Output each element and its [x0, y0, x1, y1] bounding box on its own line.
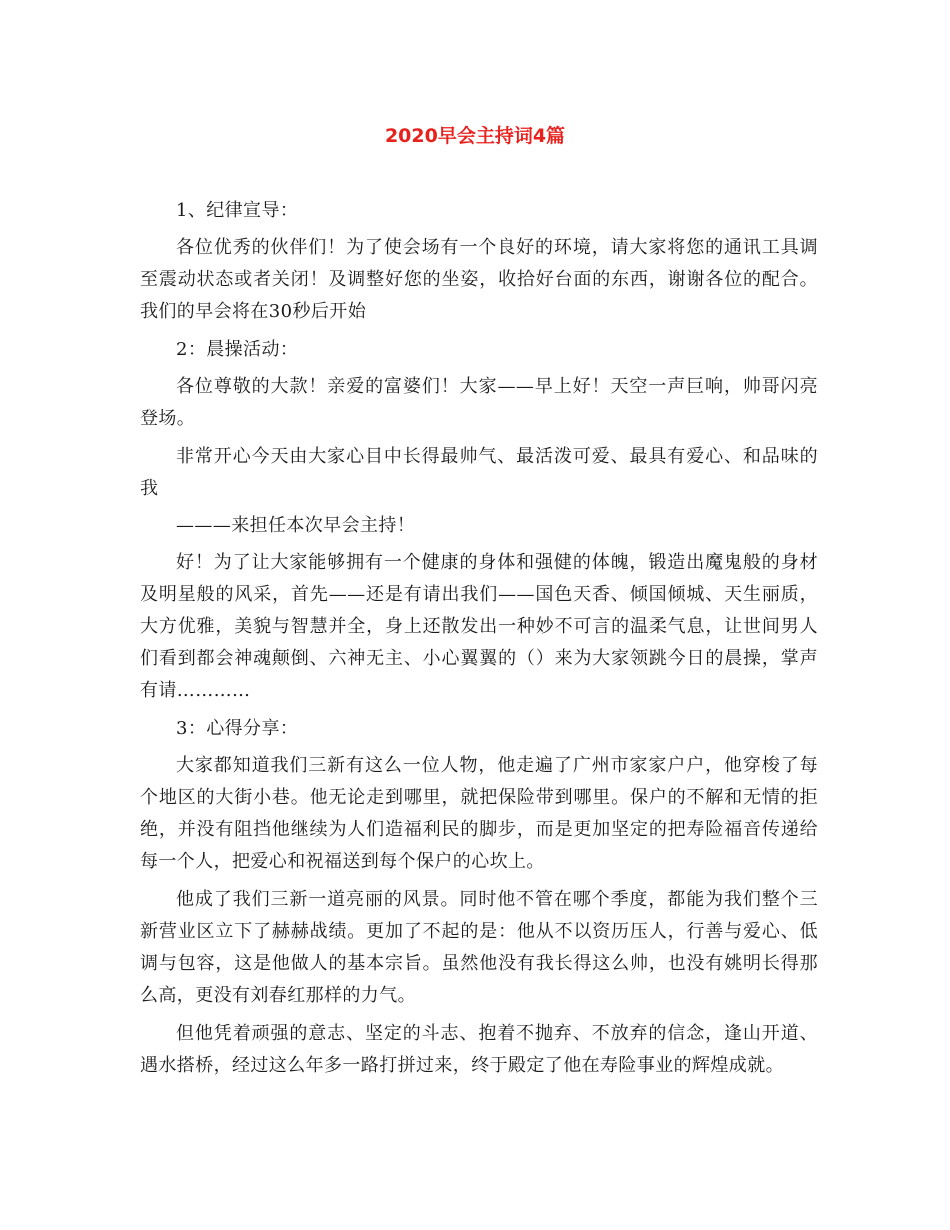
paragraph: 各位尊敬的大款！亲爱的富婆们！大家——早上好！天空一声巨响，帅哥闪亮登场。 [140, 376, 818, 429]
section-heading-sharing: 3：心得分享： [176, 718, 299, 739]
section-heading-morning-exercise: 2：晨操活动： [176, 339, 299, 360]
paragraph: ———来担任本次早会主持！ [176, 515, 416, 536]
paragraph: 各位优秀的伙伴们！为了使会场有一个良好的环境，请大家将您的通讯工具调至震动状态或者关闭！及调整好您的坐姿，收拾好台面的东西，谢谢各位的配合。我们的早会将在30秒后开始 [140, 237, 818, 322]
paragraph: 大家都知道我们三新有这么一位人物，他走遍了广州市家家户户，他穿梭了每个地区的大街小巷。他无论走到哪里，就把保险带到哪里。保户的不解和无情的拒绝，并没有阻挡他继续为人们造福利民的脚步，而是更加坚定的把寿险福音传递给每一个人，把爱心和祝福送到每个保户的心坎上。 [140, 755, 818, 872]
paragraph: 好！为了让大家能够拥有一个健康的身体和强健的体魄，锻造出魔鬼般的身材及明星般的风采，首先——还是有请出我们——国色天香、倾国倾城、天生丽质，大方优雅，美貌与智慧并全，身上还散发出一种妙不可言的温柔气息，让世间男人们看到都会神魂颠倒、六神无主、小心翼翼的（）来为大家领跳今日的晨操，掌声有请………… [140, 552, 818, 701]
paragraph: 他成了我们三新一道亮丽的风景。同时他不管在哪个季度，都能为我们整个三新营业区立下了赫赫战绩。更加了不起的是：他从不以资历压人，行善与爱心、低调与包容，这是他做人的基本宗旨。虽然他没有我长得这么帅，也没有姚明长得那么高，更没有刘春红那样的力气。 [140, 889, 818, 1006]
paragraph: 非常开心今天由大家心目中长得最帅气、最活泼可爱、最具有爱心、和品味的我 [140, 446, 818, 499]
section-heading-discipline: 1、纪律宣导： [176, 200, 299, 221]
paragraph: 但他凭着顽强的意志、坚定的斗志、抱着不抛弃、不放弃的信念，逢山开道、遇水搭桥，经过这么年多一路打拼过来，终于殿定了他在寿险事业的辉煌成就。 [140, 1023, 818, 1076]
document-body [140, 195, 818, 1088]
document-title: 2020早会主持词4篇 [384, 125, 566, 147]
